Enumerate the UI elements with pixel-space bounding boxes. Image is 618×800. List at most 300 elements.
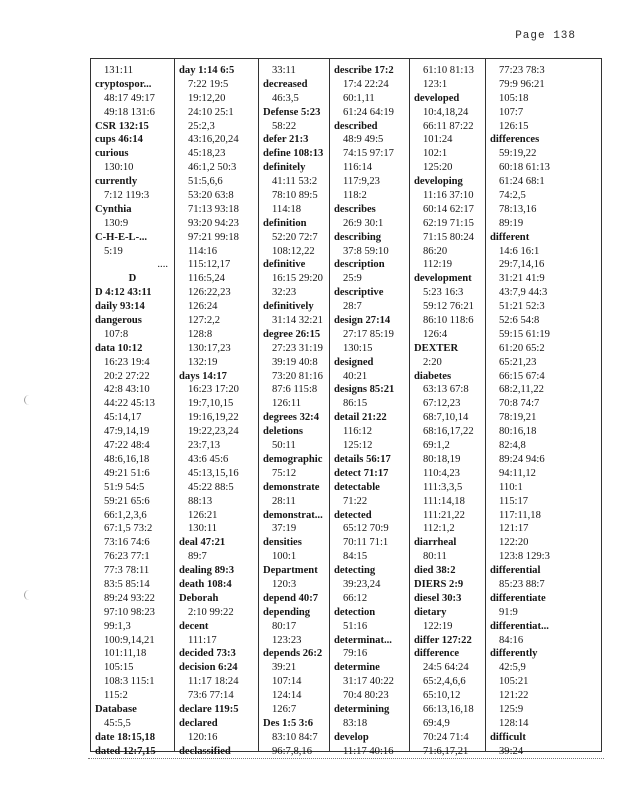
page-line-reference: 107:14 [272, 676, 302, 688]
page-line-reference: 89:7 [188, 551, 207, 563]
index-term: cryptospor... [95, 78, 152, 90]
index-term: designed [334, 356, 374, 368]
page-line-reference: 116:5,24 [188, 273, 225, 285]
page-line-reference: 45:5,5 [104, 717, 131, 729]
index-term: definitively [263, 301, 314, 313]
page-line-reference: 28:11 [272, 495, 296, 507]
page-line-reference: 73:16 74:6 [104, 537, 150, 549]
index-term: Defense 5:23 [263, 106, 321, 118]
page-line-reference: 84:15 [343, 551, 368, 563]
page-line-reference: 126:24 [188, 301, 218, 313]
page-line-reference: 47:22 48:4 [104, 440, 150, 452]
page-line-reference: 70:8 74:7 [499, 398, 540, 410]
page-line-reference: 44:22 45:13 [104, 398, 155, 410]
page-line-reference: 128:8 [188, 328, 213, 340]
index-term: differently [490, 648, 538, 660]
page-line-reference: 102:1 [423, 148, 448, 160]
page-line-reference: 116:14 [343, 162, 373, 174]
page-line-reference: 126:11 [272, 398, 302, 410]
page-line-reference: 66:12 [343, 592, 368, 604]
page-line-reference: 5:19 [104, 245, 123, 257]
page-line-reference: 117:9,23 [343, 176, 380, 188]
index-term: densities [263, 537, 302, 549]
index-term: D 4:12 43:11 [95, 287, 152, 299]
page-line-reference: 37:19 [272, 523, 297, 535]
page-line-reference: 115:17 [499, 495, 529, 507]
page-line-reference: 89:24 94:6 [499, 453, 545, 465]
bottom-rule [88, 758, 604, 759]
page-line-reference: 130:11 [188, 523, 218, 535]
page-line-reference: 121:17 [499, 523, 529, 535]
page-line-reference: 84:16 [499, 634, 524, 646]
page-line-reference: 125:9 [499, 703, 524, 715]
index-term: demographic [263, 453, 323, 465]
page-number: Page 138 [515, 30, 576, 42]
page-line-reference: 80:11 [423, 551, 447, 563]
page-line-reference: 78:19,21 [499, 412, 537, 424]
page-line-reference: 53:20 63:8 [188, 190, 234, 202]
page-line-reference: 43:6 45:6 [188, 453, 229, 465]
page-line-reference: 52:20 72:7 [272, 231, 318, 243]
page-line-reference: 66:13,16,18 [423, 703, 474, 715]
page-line-reference: 74:15 97:17 [343, 148, 394, 160]
index-term: demonstrat... [263, 509, 323, 521]
page-line-reference: 130:15 [343, 342, 373, 354]
section-rule: .... [157, 259, 168, 271]
page-line-reference: 99:1,3 [104, 620, 131, 632]
page-line-reference: 19:22,23,24 [188, 426, 239, 438]
index-term: dated 12:7,15 [95, 745, 156, 757]
page-line-reference: 17:4 22:24 [343, 78, 389, 90]
page-line-reference: 71:13 93:18 [188, 203, 239, 215]
page-line-reference: 47:9,14,19 [104, 426, 150, 438]
index-term: C-H-E-L-... [95, 231, 148, 243]
page-line-reference: 86:20 [423, 245, 448, 257]
page-line-reference: 115:2 [104, 690, 128, 702]
page-line-reference: 126:22,23 [188, 287, 231, 299]
page-line-reference: 49:18 131:6 [104, 106, 155, 118]
index-term: died 38:2 [414, 565, 456, 577]
page-line-reference: 68:7,10,14 [423, 412, 469, 424]
index-term: descriptive [334, 287, 384, 299]
page-line-reference: 123:8 129:3 [499, 551, 550, 563]
page-line-reference: 61:10 81:13 [423, 65, 474, 76]
index-term: currently [95, 176, 138, 188]
index-term: declassified [179, 745, 231, 757]
index-term: diarrheal [414, 537, 457, 549]
page-line-reference: 79:16 [343, 648, 368, 660]
page-line-reference: 37:8 59:10 [343, 245, 389, 257]
index-term: differentiat... [490, 620, 549, 632]
page-line-reference: 86:15 [343, 398, 368, 410]
page-line-reference: 89:24 93:22 [104, 592, 155, 604]
page-line-reference: 51:16 [343, 620, 368, 632]
page-line-reference: 105:21 [499, 676, 529, 688]
page-line-reference: 118:2 [343, 190, 367, 202]
page-line-reference: 66:15 67:4 [499, 370, 545, 382]
page-line-reference: 89:19 [499, 217, 524, 229]
page-line-reference: 16:23 17:20 [188, 384, 239, 396]
page-line-reference: 60:1,11 [343, 92, 375, 104]
index-term: curious [95, 148, 129, 160]
page-line-reference: 131:11 [104, 65, 134, 76]
page-line-reference: 79:9 96:21 [499, 78, 545, 90]
index-term: deletions [263, 426, 304, 438]
page-line-reference: 83:10 84:7 [272, 731, 318, 743]
page-line-reference: 31:14 32:21 [272, 315, 323, 327]
page-line-reference: 11:17 40:16 [343, 745, 394, 757]
index-term: CSR 132:15 [95, 120, 149, 132]
page-line-reference: 83:18 [343, 717, 368, 729]
page-line-reference: 51:9 54:5 [104, 481, 145, 493]
page-line-reference: 80:16,18 [499, 426, 537, 438]
page-line-reference: 23:7,13 [188, 440, 221, 452]
page-line-reference: 114:16 [188, 245, 218, 257]
page-line-reference: 39:21 [272, 662, 297, 674]
page-line-reference: 126:4 [423, 328, 448, 340]
page-line-reference: 33:11 [272, 65, 296, 76]
page-line-reference: 46:1,2 50:3 [188, 162, 237, 174]
index-term: declare 119:5 [179, 703, 239, 715]
page-line-reference: 112:1,2 [423, 523, 455, 535]
index-term: decided 73:3 [179, 648, 236, 660]
page-line-reference: 59:21 65:6 [104, 495, 150, 507]
page-line-reference: 124:14 [272, 690, 302, 702]
page-line-reference: 130:10 [104, 162, 134, 174]
index-term: different [490, 231, 530, 243]
page-line-reference: 108:3 115:1 [104, 676, 155, 688]
page-line-reference: 14:6 16:1 [499, 245, 540, 257]
page-line-reference: 60:14 62:17 [423, 203, 474, 215]
index-term: determinat... [334, 634, 392, 646]
page-line-reference: 24:5 64:24 [423, 662, 469, 674]
page-line-reference: 120:3 [272, 578, 297, 590]
page-line-reference: 11:17 18:24 [188, 676, 239, 688]
page-line-reference: 66:11 87:22 [423, 120, 474, 132]
index-term: depend 40:7 [263, 592, 319, 604]
index-term: death 108:4 [179, 578, 232, 590]
index-term: days 14:17 [179, 370, 227, 382]
page-line-reference: 60:18 61:13 [499, 162, 550, 174]
page-line-reference: 28:7 [343, 301, 362, 313]
page-line-reference: 125:20 [423, 162, 453, 174]
page-line-reference: 43:16,20,24 [188, 134, 239, 146]
index-term: decision 6:24 [179, 662, 238, 674]
index-term: definition [263, 217, 307, 229]
page-line-reference: 123:1 [423, 78, 448, 90]
page-line-reference: 42:8 43:10 [104, 384, 150, 396]
page-line-reference: 108:12,22 [272, 245, 315, 257]
page-line-reference: 110:4,23 [423, 467, 460, 479]
page-line-reference: 7:22 19:5 [188, 78, 229, 90]
page-line-reference: 68:16,17,22 [423, 426, 474, 438]
index-term: description [334, 259, 385, 271]
page-line-reference: 25:2,3 [188, 120, 215, 132]
index-term: definitive [263, 259, 306, 271]
index-term: detection [334, 606, 376, 618]
index-term: design 27:14 [334, 315, 391, 327]
page-line-reference: 88:13 [188, 495, 213, 507]
page-line-reference: 130:17,23 [188, 342, 231, 354]
page-line-reference: 111:17 [188, 634, 217, 646]
page-line-reference: 65:2,4,6,6 [423, 676, 466, 688]
index-term: degree 26:15 [263, 328, 321, 340]
page-line-reference: 80:18,19 [423, 453, 461, 465]
page-line-reference: 2:10 99:22 [188, 606, 234, 618]
page-line-reference: 122:20 [499, 537, 529, 549]
page-line-reference: 31:21 41:9 [499, 273, 545, 285]
page-line-reference: 19:12,20 [188, 92, 226, 104]
page-line-reference: 58:22 [272, 120, 297, 132]
page-line-reference: 111:21,22 [423, 509, 465, 521]
index-term: develop [334, 731, 369, 743]
index-term: difficult [490, 731, 526, 743]
page-line-reference: 41:11 53:2 [272, 176, 318, 188]
page-line-reference: 59:12 76:21 [423, 301, 474, 313]
page-line-reference: 100:9,14,21 [104, 634, 155, 646]
page-line-reference: 122:19 [423, 620, 453, 632]
index-term: DIERS 2:9 [414, 578, 464, 590]
binder-hole-mark [24, 590, 31, 600]
index-term: DEXTER [414, 342, 459, 354]
page-line-reference: 51:5,6,6 [188, 176, 223, 188]
page-line-reference: 67:1,5 73:2 [104, 523, 153, 535]
index-term: decent [179, 620, 209, 632]
page-line-reference: 130:9 [104, 217, 129, 229]
index-term: detected [334, 509, 372, 521]
page-line-reference: 59:19,22 [499, 148, 537, 160]
page-line-reference: 80:17 [272, 620, 297, 632]
page-line-reference: 65:10,12 [423, 690, 461, 702]
page-line-reference: 61:20 65:2 [499, 342, 545, 354]
page-line-reference: 40:21 [343, 370, 368, 382]
page-line-reference: 91:9 [499, 606, 518, 618]
page-line-reference: 86:10 118:6 [423, 315, 474, 327]
page-line-reference: 61:24 68:1 [499, 176, 545, 188]
page-line-reference: 78:13,16 [499, 203, 537, 215]
index-term: diesel 30:3 [414, 592, 462, 604]
index-term: define 108:13 [263, 148, 324, 160]
page-line-reference: 83:5 85:14 [104, 578, 150, 590]
page-line-reference: 96:7,8,16 [272, 745, 313, 757]
index-column [329, 59, 409, 757]
page-line-reference: 69:4,9 [423, 717, 450, 729]
page-line-reference: 32:23 [272, 287, 297, 299]
index-term: demonstrate [263, 481, 320, 493]
index-term: depending [263, 606, 311, 618]
page-line-reference: 50:11 [272, 440, 296, 452]
page-line-reference: 42:5,9 [499, 662, 526, 674]
index-term: developing [414, 176, 463, 188]
index-term: development [414, 273, 472, 285]
index-column [174, 59, 258, 757]
page-line-reference: 59:15 61:19 [499, 328, 550, 340]
page-line-reference: 45:13,15,16 [188, 467, 239, 479]
page-line-reference: 48:6,16,18 [104, 453, 150, 465]
page-line-reference: 61:24 64:19 [343, 106, 394, 118]
page-line-reference: 10:4,18,24 [423, 106, 469, 118]
page-line-reference: 71:22 [343, 495, 368, 507]
page-line-reference: 49:21 51:6 [104, 467, 150, 479]
page-line-reference: 39:24 [499, 745, 524, 757]
page-line-reference: 71:6,17,21 [423, 745, 469, 757]
page-line-reference: 45:14,17 [104, 412, 142, 424]
page-line-reference: 45:18,23 [188, 148, 226, 160]
page-line-reference: 126:15 [499, 120, 529, 132]
page-line-reference: 111:14,18 [423, 495, 465, 507]
page-line-reference: 93:20 94:23 [188, 217, 239, 229]
index-term: depends 26:2 [263, 648, 323, 660]
page-line-reference: 110:1 [499, 481, 523, 493]
page-line-reference: 2:20 [423, 356, 442, 368]
page-line-reference: 114:18 [272, 203, 302, 215]
index-column [91, 59, 174, 757]
page-line-reference: 85:23 88:7 [499, 578, 545, 590]
index-column [485, 59, 601, 757]
page-line-reference: 105:18 [499, 92, 529, 104]
page-line-reference: 46:3,5 [272, 92, 299, 104]
page-line-reference: 127:2,2 [188, 315, 221, 327]
index-term: date 18:15,18 [95, 731, 156, 743]
page-line-reference: 26:9 30:1 [343, 217, 384, 229]
page-line-reference: 24:10 25:1 [188, 106, 234, 118]
page-line-reference: 16:23 19:4 [104, 356, 150, 368]
page-line-reference: 19:16,19,22 [188, 412, 239, 424]
page-line-reference: 29:7,14,16 [499, 259, 545, 271]
index-term: detail 21:22 [334, 412, 387, 424]
index-term: decreased [263, 78, 308, 90]
page-line-reference: 70:24 71:4 [423, 731, 469, 743]
page-line-reference: 45:22 88:5 [188, 481, 234, 493]
page-line-reference: 43:7,9 44:3 [499, 287, 548, 299]
page-line-reference: 48:9 49:5 [343, 134, 384, 146]
index-term: data 10:12 [95, 342, 143, 354]
page-line-reference: 73:20 81:16 [272, 370, 323, 382]
index-term: defer 21:3 [263, 134, 309, 146]
index-term: daily 93:14 [95, 301, 145, 313]
page-line-reference: 20:2 27:22 [104, 370, 150, 382]
page-line-reference: 63:13 67:8 [423, 384, 469, 396]
page-line-reference: 97:10 98:23 [104, 606, 155, 618]
index-term: dangerous [95, 315, 142, 327]
page-line-reference: 67:12,23 [423, 398, 461, 410]
page-line-reference: 77:3 78:11 [104, 565, 150, 577]
page-line-reference: 116:12 [343, 426, 373, 438]
page-line-reference: 62:19 71:15 [423, 217, 474, 229]
page-line-reference: 51:21 52:3 [499, 301, 545, 313]
page-line-reference: 126:7 [272, 703, 297, 715]
page-line-reference: 27:23 31:19 [272, 342, 323, 354]
page-line-reference: 87:6 115:8 [272, 384, 318, 396]
index-term: Des 1:5 3:6 [263, 717, 314, 729]
page-line-reference: 100:1 [272, 551, 297, 563]
page-line-reference: 128:14 [499, 717, 529, 729]
page-line-reference: 27:17 85:19 [343, 328, 394, 340]
index-term: described [334, 120, 378, 132]
index-term: difference [414, 648, 460, 660]
index-term: Database [95, 703, 137, 715]
index-term: diabetes [414, 370, 452, 382]
index-term: developed [414, 92, 460, 104]
index-term: Cynthia [95, 203, 132, 215]
index-column [258, 59, 329, 757]
index-term: degrees 32:4 [263, 412, 319, 424]
page-line-reference: 78:10 89:5 [272, 190, 318, 202]
index-term: differential [490, 565, 541, 577]
index-term: dealing 89:3 [179, 565, 235, 577]
index-term: Deborah [179, 592, 219, 604]
page-line-reference: 5:23 16:3 [423, 287, 464, 299]
page-line-reference: 77:23 78:3 [499, 65, 545, 76]
index-column [409, 59, 485, 757]
page-line-reference: 7:12 119:3 [104, 190, 150, 202]
page-line-reference: 48:17 49:17 [104, 92, 155, 104]
page-line-reference: 52:6 54:8 [499, 315, 540, 327]
page-line-reference: 66:1,2,3,6 [104, 509, 147, 521]
page-line-reference: 117:11,18 [499, 509, 541, 521]
page-line-reference: 82:4,8 [499, 440, 526, 452]
page-line-reference: 97:21 99:18 [188, 231, 239, 243]
page-line-reference: 39:23,24 [343, 578, 381, 590]
page-line-reference: 121:22 [499, 690, 529, 702]
page-line-reference: 132:19 [188, 356, 218, 368]
index-term: determining [334, 703, 390, 715]
page-line-reference: 107:7 [499, 106, 524, 118]
index-term: dietary [414, 606, 447, 618]
section-letter: D [128, 273, 137, 285]
page-line-reference: 71:15 80:24 [423, 231, 474, 243]
page-line-reference: 16:15 29:20 [272, 273, 323, 285]
page-line-reference: 70:11 71:1 [343, 537, 389, 549]
page-line-reference: 69:1,2 [423, 440, 450, 452]
page-line-reference: 11:16 37:10 [423, 190, 474, 202]
index-term: detecting [334, 565, 376, 577]
page-line-reference: 74:2,5 [499, 190, 526, 202]
index-term: deal 47:21 [179, 537, 226, 549]
page-line-reference: 123:23 [272, 634, 302, 646]
page-line-reference: 126:21 [188, 509, 218, 521]
page-line-reference: 75:12 [272, 467, 297, 479]
page-line-reference: 120:16 [188, 731, 218, 743]
index-term: definitely [263, 162, 306, 174]
index-term: Department [263, 565, 318, 577]
page-line-reference: 105:15 [104, 662, 134, 674]
index-term: day 1:14 6:5 [179, 65, 235, 76]
page-line-reference: 107:8 [104, 328, 129, 340]
page-line-reference: 125:12 [343, 440, 373, 452]
page-line-reference: 112:19 [423, 259, 453, 271]
page-line-reference: 39:19 40:8 [272, 356, 318, 368]
index-term: describe 17:2 [334, 65, 394, 76]
binder-hole-mark [24, 395, 31, 405]
index-term: details 56:17 [334, 453, 391, 465]
index-term: designs 85:21 [334, 384, 395, 396]
page-line-reference: 65:12 70:9 [343, 523, 389, 535]
index-term: declared [179, 717, 218, 729]
index-term: cups 46:14 [95, 134, 143, 146]
index-term: detect 71:17 [334, 467, 389, 479]
page-line-reference: 111:3,3,5 [423, 481, 463, 493]
index-term: differentiate [490, 592, 546, 604]
page-line-reference: 70:4 80:23 [343, 690, 389, 702]
page-line-reference: 19:7,10,15 [188, 398, 234, 410]
page-line-reference: 65:21,23 [499, 356, 537, 368]
page-line-reference: 25:9 [343, 273, 362, 285]
page-line-reference: 73:6 77:14 [188, 690, 234, 702]
index-term: differ 127:22 [414, 634, 472, 646]
page-line-reference: 101:11,18 [104, 648, 147, 660]
index-term: describes [334, 203, 376, 215]
